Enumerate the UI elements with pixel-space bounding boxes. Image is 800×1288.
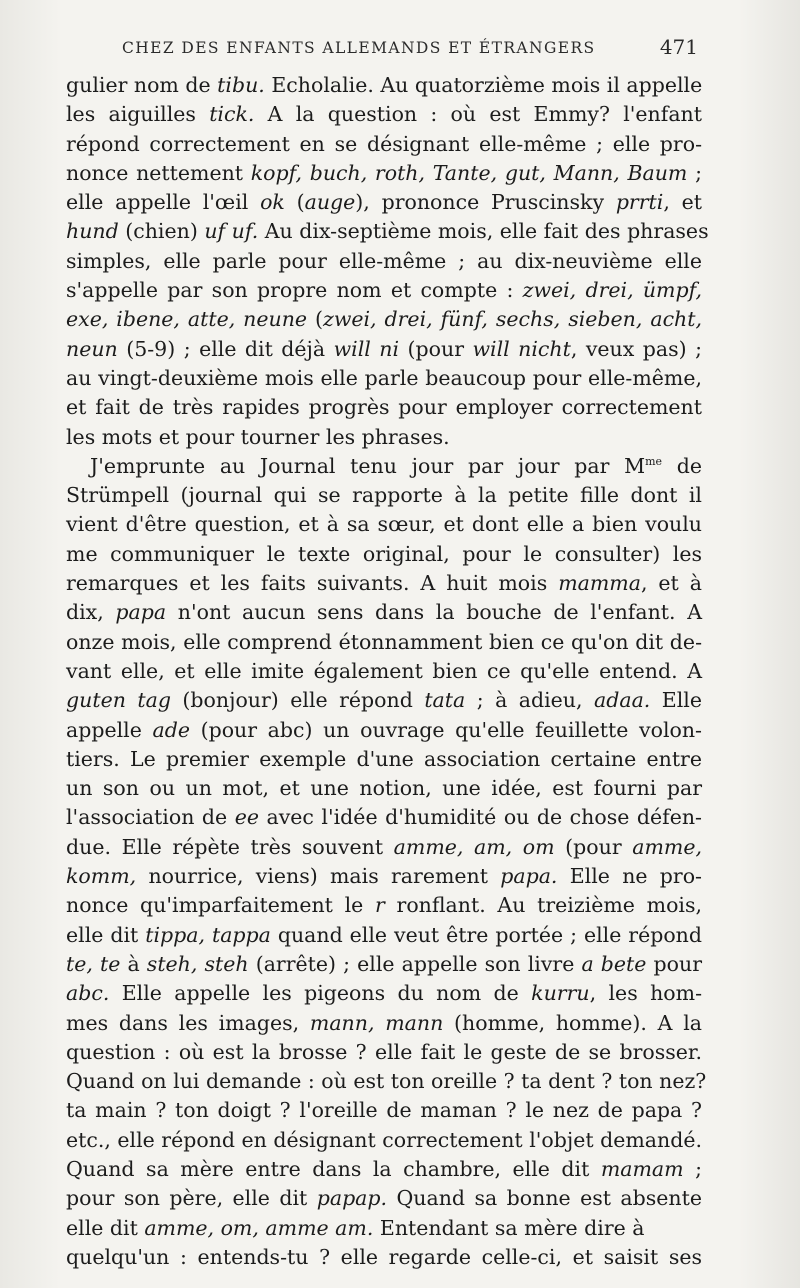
page-number: 471: [659, 35, 698, 59]
text-run: (pour abc) un ouvrage qu'elle feuillette volon-: [189, 717, 702, 742]
text-run: Echolalie. Au quatorzième mois il appelle: [264, 73, 703, 97]
italic-run: guten tag: [66, 688, 171, 713]
italic-run: mann, mann: [309, 1010, 444, 1035]
text-line: [66, 921, 702, 950]
italic-run: papa.: [500, 864, 558, 889]
text-run: onze mois, elle comprend étonnamment bien ce qu'on dit de-: [66, 629, 702, 654]
italic-run: zwei, drei, fünf, sechs, sieben, acht,: [323, 307, 703, 332]
text-run: gulier nom de: [66, 73, 218, 97]
text-run: nourrice, viens) mais rarement: [136, 864, 501, 889]
text-run: les aiguilles: [66, 102, 210, 127]
italic-run: amme, am, om: [393, 834, 555, 859]
text-run: ;: [683, 1156, 702, 1181]
italic-run: will ni: [333, 336, 400, 361]
text-line: [66, 891, 702, 920]
text-run: ta main ? ton doigt ? l'oreille de maman ? le nez de papa ?: [66, 1098, 702, 1123]
italic-run: amme,: [632, 834, 702, 859]
text-run: J'emprunte au Journal tenu jour par jour par M: [90, 453, 646, 478]
text-line: [66, 100, 702, 129]
running-head-title: CHEZ DES ENFANTS ALLEMANDS ET ÉTRANGERS: [122, 39, 596, 57]
body-text: [66, 71, 709, 1272]
text-run: (: [284, 190, 305, 215]
text-line: [66, 305, 702, 334]
text-run: nonce qu'imparfaitement le: [66, 893, 376, 918]
text-line: [66, 598, 702, 627]
text-run: tiers. Le premier exemple d'une association certaine entre: [66, 746, 702, 771]
text-line: [66, 950, 702, 979]
italic-run: abc.: [66, 981, 110, 1006]
italic-run: kurru: [531, 981, 590, 1006]
text-run: à: [120, 951, 147, 976]
text-run: de: [662, 453, 702, 478]
text-run: un son ou un mot, et une notion, une idée, est fourni par: [66, 776, 702, 801]
text-run: , et à: [640, 571, 702, 596]
italic-run: zwei, drei, ümpf,: [522, 278, 702, 303]
italic-run: tippa, tappa: [145, 922, 271, 947]
text-line: [66, 247, 702, 276]
text-run: nonce nettement: [66, 160, 251, 185]
italic-run: adaa.: [594, 688, 651, 713]
text-run: elle dit: [66, 922, 146, 947]
italic-run: amme, om, amme am.: [144, 1215, 374, 1240]
text-run: quand elle veut être portée ; elle répond: [270, 922, 703, 947]
text-run: (5-9) ; elle dit déjà: [117, 336, 334, 361]
text-line: [66, 452, 702, 481]
text-line: [66, 510, 702, 539]
text-line: [66, 1126, 702, 1155]
text-run: (pour: [399, 336, 473, 361]
text-line: [66, 833, 702, 862]
text-run: les mots et pour tourner les phrases.: [66, 424, 450, 449]
superscript: me: [645, 455, 663, 469]
text-run: Quand sa mère entre dans la chambre, elle dit: [66, 1156, 601, 1181]
italic-run: tick.: [209, 102, 255, 127]
italic-run: tibu.: [217, 73, 265, 97]
text-run: etc., elle répond en désignant correctement l'objet demandé.: [66, 1127, 702, 1152]
text-line: [66, 364, 702, 393]
italic-run: papa: [115, 600, 167, 625]
text-run: et fait de très rapides progrès pour employer correctement: [66, 395, 702, 420]
text-run: ronflant. Au treizième mois,: [384, 893, 702, 918]
text-run: s'appelle par son propre nom et compte :: [66, 278, 523, 303]
text-line: [66, 1155, 702, 1184]
text-line: [66, 628, 702, 657]
italic-run: te, te: [66, 951, 121, 976]
text-run: question : où est la brosse ? elle fait le geste de se brosser.: [66, 1039, 702, 1064]
text-line: [66, 1038, 702, 1067]
italic-run: mamam: [600, 1156, 684, 1181]
text-run: Elle: [650, 688, 702, 713]
italic-run: tata: [424, 688, 466, 713]
italic-run: steh, steh: [146, 951, 249, 976]
text-line: [66, 159, 702, 188]
text-run: elle dit: [66, 1215, 145, 1240]
text-line: [66, 335, 702, 364]
text-run: dix,: [66, 600, 116, 625]
text-run: Strümpell (journal qui se rapporte à la petite fille dont il: [66, 483, 702, 508]
text-run: Quand sa bonne est absente: [387, 1186, 702, 1211]
text-run: mes dans les images,: [66, 1010, 310, 1035]
text-run: (chien): [118, 219, 205, 244]
italic-run: ee: [234, 805, 259, 830]
text-run: Au dix-septième mois, elle fait des phrases: [258, 219, 709, 244]
text-line: [66, 188, 702, 217]
text-line: [66, 1214, 702, 1243]
text-run: (homme, homme). A la: [443, 1010, 702, 1035]
text-run: (bonjour) elle répond: [170, 688, 425, 713]
text-run: l'association de: [66, 805, 235, 830]
text-run: pour son père, elle dit: [66, 1186, 317, 1211]
italic-run: ok: [260, 190, 285, 215]
text-line: [66, 217, 709, 246]
text-line: [66, 276, 702, 305]
italic-run: will nicht: [472, 336, 571, 361]
text-line: [66, 423, 702, 452]
text-line: [66, 657, 702, 686]
text-line: [66, 393, 702, 422]
text-run: Entendant sa mère dire à: [373, 1215, 645, 1240]
text-line: [66, 1184, 702, 1213]
text-line: [66, 481, 702, 510]
text-line: [66, 540, 702, 569]
text-run: due. Elle répète très souvent: [66, 834, 394, 859]
text-line: [66, 1067, 707, 1096]
text-run: appelle: [66, 717, 153, 742]
text-run: A la question : où est Emmy? l'enfant: [254, 102, 702, 127]
text-line: [66, 979, 702, 1008]
italic-run: prrti: [615, 190, 664, 215]
text-line: [66, 1096, 702, 1125]
text-run: ; à adieu,: [465, 688, 594, 713]
text-run: (pour: [554, 834, 633, 859]
text-line: [66, 71, 702, 100]
text-line: [66, 1009, 702, 1038]
text-line: [66, 716, 702, 745]
text-run: remarques et les faits suivants. A huit mois: [66, 571, 559, 596]
text-run: Quand on lui demande : où est ton oreille ? ta dent ? ton nez?: [66, 1069, 707, 1094]
text-run: au vingt-deuxième mois elle parle beaucoup pour elle-même,: [66, 365, 702, 390]
text-run: simples, elle parle pour elle-même ; au dix-neuvième elle: [66, 248, 702, 273]
text-run: me communiquer le texte original, pour le consulter) les: [66, 541, 702, 566]
text-line: [66, 862, 702, 891]
text-line: [66, 1243, 702, 1272]
text-run: vant elle, et elle imite également bien ce qu'elle entend. A: [66, 658, 702, 683]
italic-run: komm,: [66, 864, 137, 889]
text-run: Elle ne pro-: [557, 864, 702, 889]
text-run: répond correctement en se désignant elle-même ; elle pro-: [66, 131, 702, 156]
text-run: elle appelle l'œil: [66, 190, 261, 215]
text-run: (arrête) ; elle appelle son livre: [248, 951, 582, 976]
italic-run: uf uf.: [204, 219, 259, 244]
italic-run: exe, ibene, atte, neune: [66, 307, 308, 332]
text-run: avec l'idée d'humidité ou de chose défen-: [258, 805, 702, 830]
text-run: ), prononce Pruscinsky: [355, 190, 616, 215]
text-line: [66, 569, 702, 598]
italic-run: a bete: [581, 951, 647, 976]
text-run: vient d'être question, et à sa sœur, et dont elle a bien voulu: [66, 512, 702, 537]
text-line: [66, 130, 702, 159]
italic-run: kopf, buch, roth, Tante, gut, Mann, Baum: [250, 160, 688, 185]
italic-run: hund: [66, 219, 119, 244]
text-run: n'ont aucun sens dans la bouche de l'enfant. A: [166, 600, 703, 625]
running-head: [110, 33, 710, 63]
text-run: (: [307, 307, 324, 332]
text-run: , veux pas) ;: [570, 336, 703, 361]
text-run: Elle appelle les pigeons du nom de: [109, 981, 532, 1006]
text-line: [66, 686, 702, 715]
text-run: , les hom-: [589, 981, 702, 1006]
text-run: ;: [687, 160, 702, 185]
text-run: pour: [646, 951, 702, 976]
text-line: [66, 803, 702, 832]
text-run: quelqu'un : entends-tu ? elle regarde celle-ci, et saisit ses: [66, 1244, 702, 1269]
italic-run: auge: [304, 190, 356, 215]
italic-run: neun: [66, 336, 118, 361]
text-line: [66, 774, 702, 803]
text-line: [66, 745, 702, 774]
italic-run: mamma: [558, 571, 641, 596]
italic-run: papap.: [316, 1186, 388, 1211]
italic-run: ade: [152, 717, 190, 742]
text-run: , et: [663, 190, 702, 215]
italic-run: r: [375, 893, 385, 918]
